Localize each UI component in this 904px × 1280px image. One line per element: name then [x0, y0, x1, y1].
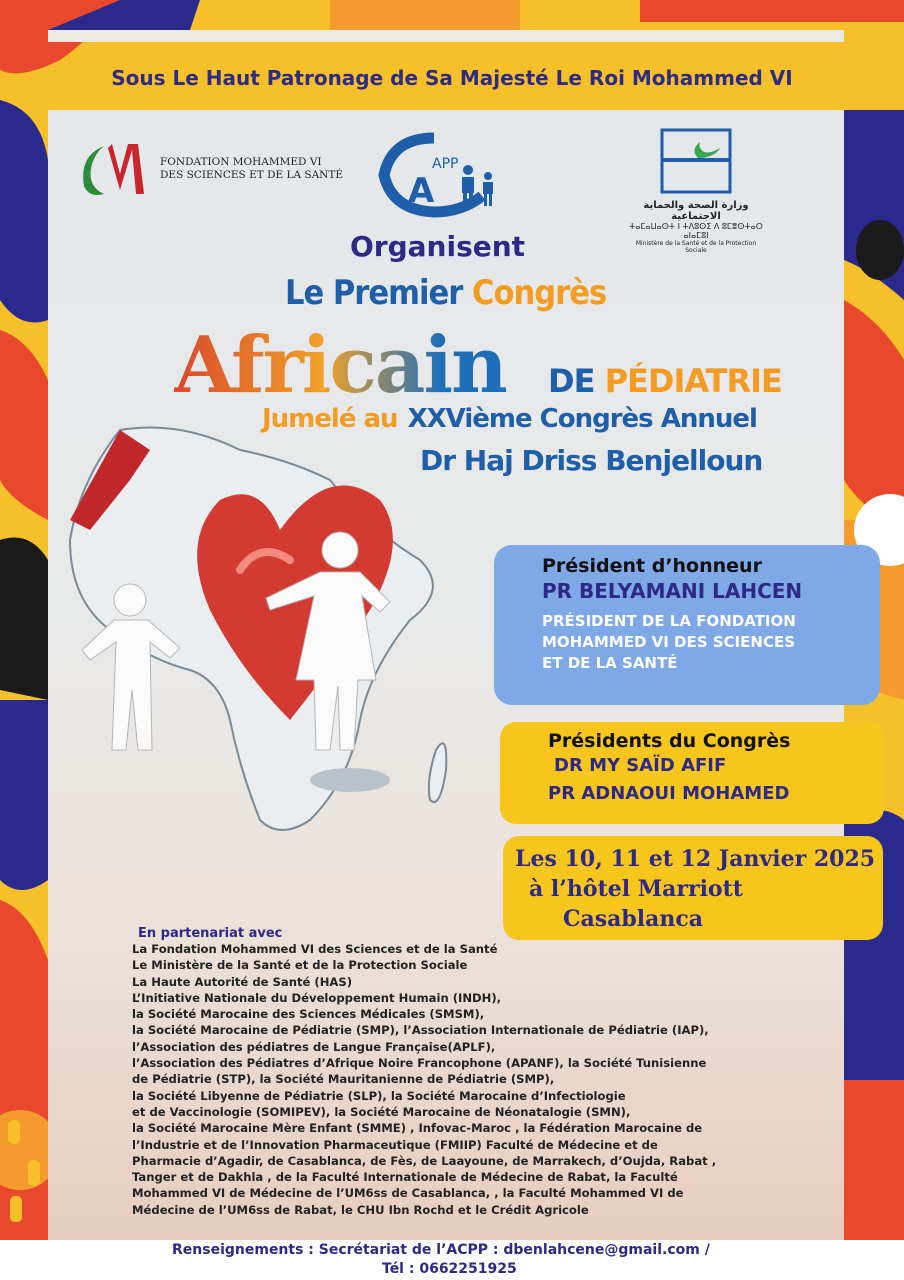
event-dates: Les 10, 11 et 12 Janvier 2025	[515, 846, 876, 872]
partners-heading: En partenariat avec	[138, 926, 283, 941]
fondation-line1: FONDATION MOHAMMED VI	[160, 156, 322, 168]
event-venue: à l’hôtel Marriott	[529, 876, 743, 902]
jumele-title	[262, 404, 757, 434]
organisent-title: Organisent	[350, 230, 526, 263]
footer-contact	[0, 1240, 904, 1280]
partner-line: l’Industrie et de l’Innovation Pharmaceutique (FMIIP) Faculté de Médecine et de	[132, 1137, 658, 1152]
premier-congres-title	[285, 273, 606, 313]
presidents-congres-box	[500, 722, 884, 824]
africain-title: Africain	[174, 320, 506, 411]
partner-line: Le Ministère de la Santé et de la Protection Sociale	[132, 958, 468, 973]
patronage-banner: Sous Le Haut Patronage de Sa Majesté Le Roi Mohammed VI	[111, 66, 793, 90]
partner-line: Pharmacie d’Agadir, de Casablanca, de Fès, de Laayoune, de Marrakech, d’Oujda, Rabat ,	[132, 1153, 717, 1168]
haj-driss-title: Dr Haj Driss Benjelloun	[420, 444, 763, 477]
ministere-arabic: وزارة الصحة والحماية الاجتماعية	[643, 200, 749, 222]
event-date-box	[503, 836, 883, 940]
xxvieme-text: XXVième Congrès Annuel	[407, 404, 757, 434]
president-name-1: DR MY SAÏD AFIF	[554, 755, 727, 776]
honneur-desc-line1: PRÉSIDENT DE LA FONDATION	[542, 612, 796, 630]
partner-line: l’Association des Pédiatres d’Afrique Noire Francophone (APANF), la Société Tunisienne	[132, 1056, 707, 1071]
acpp-logo-icon	[372, 130, 512, 220]
event-city: Casablanca	[563, 906, 704, 932]
acpp-label: APP	[432, 156, 459, 172]
partner-line: de Pédiatrie (STP), la Société Mauritanienne de Pédiatrie (SMP),	[132, 1072, 555, 1087]
president-name-2: PR ADNAOUI MOHAMED	[548, 783, 790, 804]
de-text: DE	[548, 362, 595, 400]
partner-line: la Société Marocaine de Pédiatrie (SMP), l’Association Internationale de Pédiatrie (IAP),	[132, 1023, 709, 1038]
partner-line: L’Initiative Nationale du Développement Humain (INDH),	[132, 990, 502, 1005]
honneur-name: PR BELYAMANI LAHCEN	[542, 579, 803, 603]
partners-section	[132, 926, 782, 1218]
partner-line: Mohammed VI de Médecine de l’UM6ss de Casablanca, , la Faculté Mohammed VI de	[132, 1186, 684, 1201]
fondation-line2: DES SCIENCES ET DE LA SANTÉ	[160, 169, 344, 181]
honneur-desc-line2: MOHAMMED VI DES SCIENCES	[542, 633, 796, 651]
ministere-tifinagh: ⵜⴰⵎⴰⵡⴰⵙⵜ ⵏ ⵜⴷⵓⵙⵉ ⴷ ⵓⵎⴻⵙⵜⴰⵔ ⴰⵏⴰⵎⵓⵏ	[629, 222, 763, 240]
partner-line: La Haute Autorité de Santé (HAS)	[132, 974, 353, 989]
congres-text: Congrès	[472, 273, 607, 313]
honneur-desc-line3: ET DE LA SANTÉ	[542, 654, 678, 672]
partner-line: la Société Marocaine des Sciences Médicales (SMSM),	[132, 1007, 485, 1022]
partner-line: et de Vaccinologie (SOMIPEV), la Société Marocaine de Néonatalogie (SMN),	[132, 1104, 631, 1119]
fondation-logo	[74, 136, 343, 202]
le-premier-text: Le Premier	[285, 273, 463, 313]
partner-line: Tanger et de Dakhla , de la Faculté Internationale de Médecine de Rabat, la Faculté	[132, 1170, 678, 1185]
footer-phone[interactable]: Tél : 0662251925	[382, 1261, 517, 1277]
presidents-heading: Présidents du Congrès	[548, 730, 791, 752]
ministere-logo	[626, 128, 766, 254]
de-pediatrie-title	[548, 362, 782, 400]
africa-heart-illustration	[30, 420, 510, 840]
partner-line: Médecine de l’UM6ss de Rabat, le CHU Ibn Rochd et le Crédit Agricole	[132, 1202, 589, 1217]
partner-line: La Fondation Mohammed VI des Sciences et de la Santé	[132, 942, 498, 956]
ministere-french: Ministère de la Santé et de la Protection Sociale	[635, 240, 757, 254]
footer-email-line[interactable]: Renseignements : Secrétariat de l’ACPP : dbenlahcene@gmail.com /	[172, 1242, 710, 1258]
fondation-mark-icon	[74, 136, 152, 202]
pediatrie-text: PÉDIATRIE	[604, 362, 782, 400]
partner-line: la Société Marocaine Mère Enfant (SMME) , Infovac-Maroc , la Fédération Marocaine de	[132, 1121, 703, 1136]
ministere-mark-icon	[660, 128, 732, 194]
svg-text:A: A	[408, 171, 435, 211]
partner-line: l’Association des pédiatres de Langue Française(APLF),	[132, 1039, 496, 1054]
president-honneur-box	[494, 545, 880, 705]
honneur-heading: Président d’honneur	[542, 555, 762, 577]
partner-line: la Société Libyenne de Pédiatrie (SLP), la Société Marocaine d’Infectiologie	[132, 1088, 626, 1103]
jumele-text: Jumelé au	[262, 404, 398, 434]
top-strip	[48, 30, 844, 42]
